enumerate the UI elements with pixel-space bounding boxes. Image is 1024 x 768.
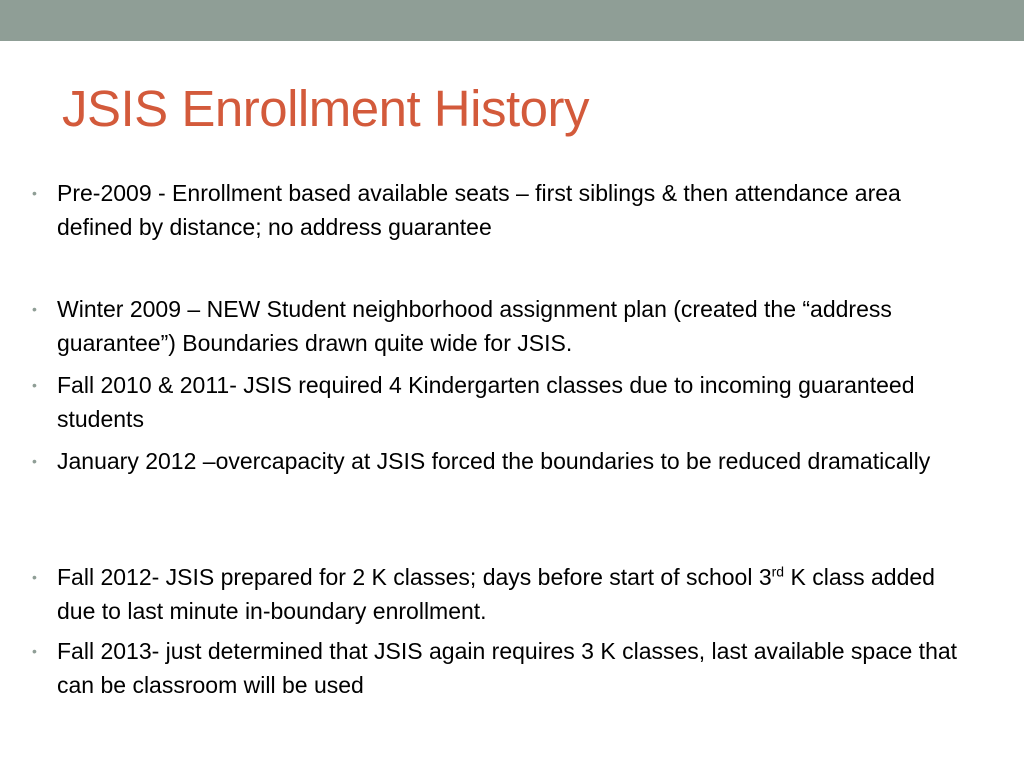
bullet-dot-icon: • (32, 643, 37, 659)
bullet-item-pre-2009 (32, 176, 977, 244)
bullet-text: Fall 2010 & 2011- JSIS required 4 Kindergarten classes due to incoming guaranteed students (57, 372, 915, 432)
bullet-dot-icon: • (32, 377, 37, 393)
bullet-text-after: K class added due to last minute in-boundary enrollment. (57, 564, 935, 624)
bullet-dot-icon: • (32, 569, 37, 585)
bullet-item-fall-2013 (32, 634, 977, 702)
bullet-item-fall-2012 (32, 560, 977, 628)
bullet-text: Fall 2013- just determined that JSIS again requires 3 K classes, last available space that can be classroom will be used (57, 638, 958, 698)
slide-title: JSIS Enrollment History (62, 80, 589, 137)
bullet-item-winter-2009 (32, 292, 977, 360)
bullet-item-january-2012 (32, 444, 977, 478)
bullet-text-before: Fall 2012- JSIS prepared for 2 K classes; days before start of school 3 (57, 564, 772, 590)
bullet-item-fall-2010-2011 (32, 368, 977, 436)
bullet-superscript: rd (771, 563, 785, 580)
bullet-text: January 2012 –overcapacity at JSIS forced the boundaries to be reduced dramatically (57, 448, 931, 474)
bullet-dot-icon: • (32, 301, 37, 317)
bullet-dot-icon: • (32, 185, 37, 201)
top-accent-bar (0, 0, 1024, 41)
bullet-text: Pre-2009 - Enrollment based available seats – first siblings & then attendance area defined by distance; no address guarantee (57, 180, 901, 240)
bullet-text: Winter 2009 – NEW Student neighborhood assignment plan (created the “address guarantee”) Boundaries drawn quite wide for JSIS. (57, 296, 892, 356)
bullet-dot-icon: • (32, 453, 37, 469)
